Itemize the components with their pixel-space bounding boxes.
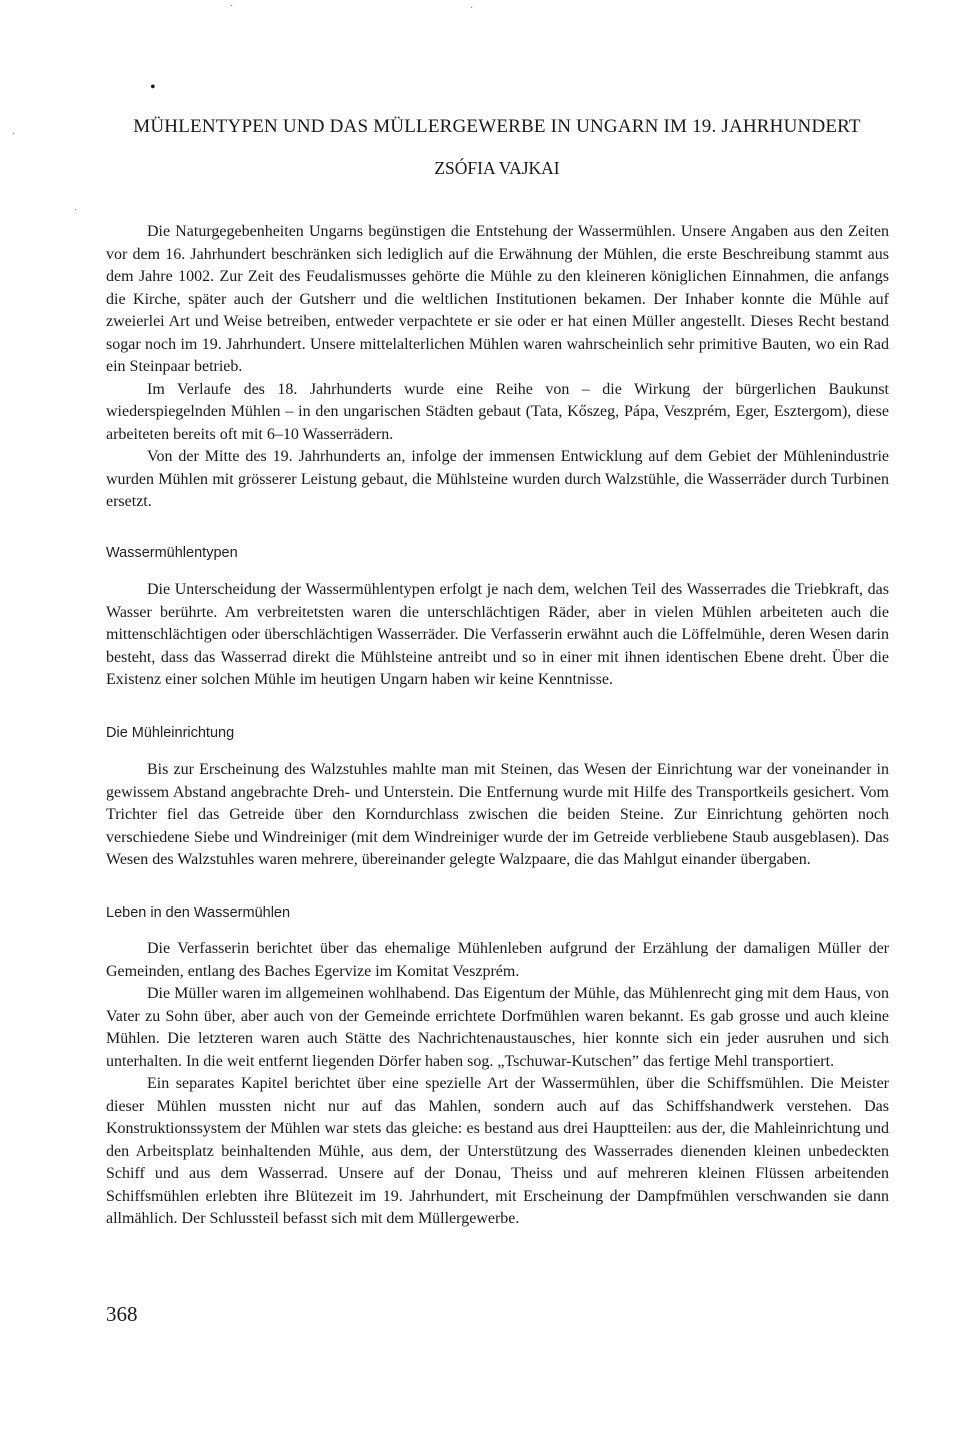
body-paragraph: Ein separates Kapitel berichtet über eine spezielle Art der Wassermühlen, über die Schiffsmühlen. Die Meister dieser Mühlen mussten nicht nur auf das Mahlen, sondern auch auf das Schiffshandwerk verstehen. Das Konstruktionssystem der Mühlen war stets das gleiche: es bestand aus drei Hauptteilen: aus der, die Mahleinrichtung und den Arbeitsplatz beinhaltenden Mühle, aus dem, der Unterstützung des Wasserrades dienenden kleinen unbedeckten Schiff und aus dem Wasserrad. Unsere auf der Donau, Theiss und auf mehreren kleinen Flüssen arbeitenden Schiffsmühlen erlebten ihre Blütezeit im 19. Jahrhundert, mit Erscheinung der Dampfmühlen verschwanden sie dann allmählich. Der Schlussteil befasst sich mit dem Müllergewerbe. [106, 1075, 889, 1227]
body-paragraph: Die Naturgegebenheiten Ungarns begünstigen die Entstehung der Wassermühlen. Unsere Angaben aus den Zeiten vor dem 16. Jahrhundert beschränken sich lediglich auf die Erwähnung der Mühlen, die erste Beschreibung stammt aus dem Jahre 1002. Zur Zeit des Feudalismusses gehörte die Mühle zu den kleineren königlichen Einnahmen, die anfangs die Kirche, später auch der Gutsherr und die weltlichen Institutionen bekamen. Der Inhaber konnte die Mühle auf zweierlei Art und Weise betreiben, entweder verpachtete er sie oder er hat einen Müller angestellt. Dieses Recht bestand sogar noch im 19. Jahrhundert. Unsere mittelalterlichen Mühlen waren wahrscheinlich sehr primitive Bauten, wo ein Rad ein Steinpaar betrieb. [106, 223, 889, 375]
section-heading: Leben in den Wassermühlen [106, 904, 291, 921]
section-heading: Die Mühleinrichtung [106, 724, 235, 741]
scan-speck: · [230, 1, 234, 12]
bullet-mark: • [150, 79, 156, 96]
scan-speck: · [74, 205, 78, 216]
body-paragraph: Von der Mitte des 19. Jahrhunderts an, infolge der immensen Entwicklung auf dem Gebiet der Mühlenindustrie wurden Mühlen mit grösserer Leistung gebaut, die Mühlsteine wurden durch Walzstühle, die Wasserräder durch Turbinen ersetzt. [106, 448, 889, 510]
article-body [106, 221, 889, 1231]
section-heading: Wassermühlentypen [106, 544, 238, 561]
body-paragraph: Die Verfasserin berichtet über das ehemalige Mühlenleben aufgrund der Erzählung der damaligen Müller der Gemeinden, entlang des Baches Egervize im Komitat Veszprém. [106, 940, 889, 980]
article-title: MÜHLENTYPEN UND DAS MÜLLERGEWERBE IN UNGARN IM 19. JAHRHUNDERT [133, 116, 861, 137]
article-author: ZSÓFIA VAJKAI [434, 158, 560, 178]
body-paragraph: Im Verlaufe des 18. Jahrhunderts wurde eine Reihe von – die Wirkung der bürgerlichen Baukunst wiederspiegelnden Mühlen – in den ungarischen Städten gebaut (Tata, Kőszeg, Pápa, Veszprém, Eger, Esztergom), diese arbeiteten bereits oft mit 6–10 Wasserrädern. [106, 380, 889, 443]
body-paragraph: Die Unterscheidung der Wassermühlentypen erfolgt je nach dem, welchen Teil des Wasserrades die Triebkraft, das Wasser berührte. Am verbreitetsten waren die unterschlächtigen Räder, aber in vielen Mühlen arbeiteten auch die mittenschlächtigen oder überschlächtigen Wasserräder. Die Verfasserin erwähnt auch die Löffelmühle, deren Wesen darin besteht, dass das Wasserrad direkt die Mühlsteine antreibt und so in einer mit ihnen identischen Ebene dreht. Über die Existenz einer solchen Mühle im heutigen Ungarn haben wir keine Kenntnisse. [106, 581, 889, 688]
page-number: 368 [106, 1302, 138, 1326]
body-paragraph: Die Müller waren im allgemeinen wohlhabend. Das Eigentum der Mühle, das Mühlenrecht ging mit dem Haus, von Vater zu Sohn über, aber auch von der Gemeinde errichtete Dorfmühlen waren bekannt. Es gab grosse und auch kleine Mühlen. Die letzteren waren auch Stätte des Nachrichtenaustausches, hier konnte sich ein jeder ausruhen und sich unterhalten. In die weit entfernt liegenden Dörfer haben sog. „Tschuwar-Kutschen” das fertige Mehl transportiert. [106, 985, 889, 1070]
scan-speck: · [12, 129, 16, 140]
body-paragraph: Bis zur Erscheinung des Walzstuhles mahlte man mit Steinen, das Wesen der Einrichtung war der voneinander in gewissem Abstand angebrachte Dreh- und Unterstein. Die Entfernung wurde mit Hilfe des Transportkeils gesichert. Vom Trichter fiel das Getreide über den Korndurchlass zwischen die beiden Steine. Zur Einrichtung gehörten noch verschiedene Siebe und Windreiniger (mit dem Windreiniger wurde der im Getreide verbliebene Staub ausgeblasen). Das Wesen des Walzstuhles waren mehrere, übereinander gelegte Walzpaare, die das Mahlgut einander übergaben. [106, 761, 889, 868]
scan-speck: · [470, 3, 474, 14]
